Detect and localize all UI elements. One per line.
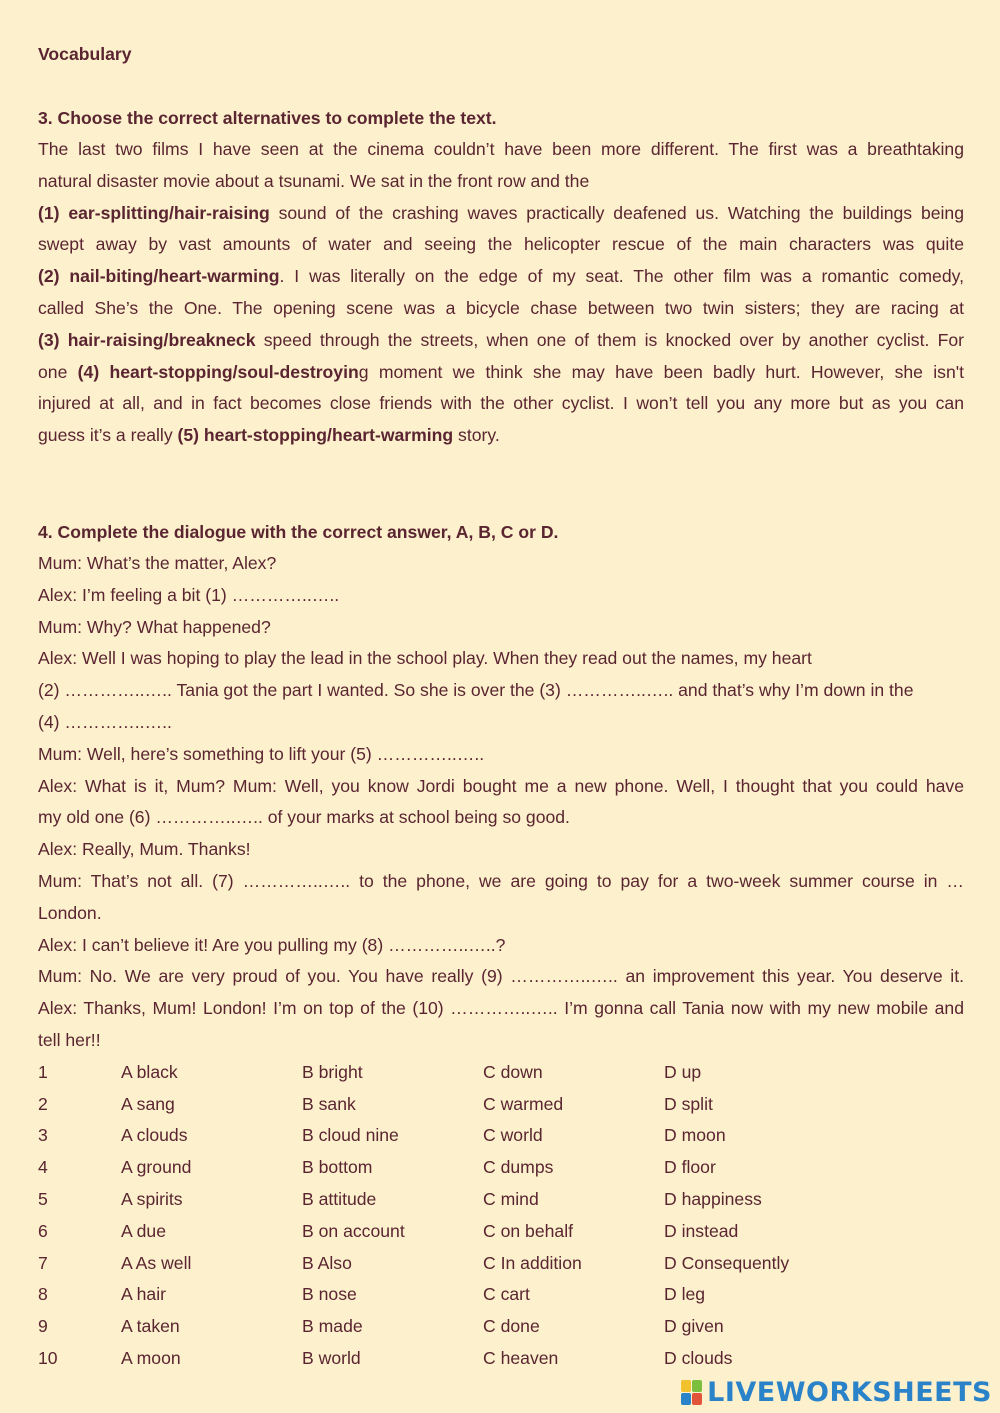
exercise-4-heading: 4. Complete the dialogue with the correct answer, A, B, C or D. — [38, 521, 559, 542]
options-row — [38, 1120, 964, 1152]
options-row — [38, 1089, 964, 1121]
option-b: B on account — [302, 1220, 405, 1241]
dialogue-line: Mum: What’s the matter, Alex? — [38, 552, 277, 573]
alternative-3: (3) hair-raising/breakneck — [38, 329, 256, 350]
ex3-line: called She’s the One. The opening scene was a bicycle chase between two twin sisters; they are racing at — [38, 297, 964, 318]
option-b: B attitude — [302, 1188, 377, 1209]
dialogue-line: (4) …………..….. — [38, 711, 172, 732]
dialogue-line: Mum: That’s not all. (7) …………..….. to the phone, we are going to pay for a two-week summer course in … — [38, 870, 964, 891]
dialogue-line: Alex: Thanks, Mum! London! I’m on top of the (10) …………..….. I’m gonna call Tania now with my new mobile and — [38, 998, 964, 1019]
option-d: D up — [664, 1061, 702, 1082]
option-a: A ground — [121, 1157, 192, 1178]
option-a: A hair — [121, 1284, 166, 1305]
liveworksheets-logo[interactable] — [681, 1376, 992, 1410]
question-number: 9 — [38, 1316, 48, 1337]
ex3-line: The last two films I have seen at the cinema couldn’t have been more different. The first was a breathtaking — [38, 139, 964, 159]
exercise-3-heading: 3. Choose the correct alternatives to complete the text. — [38, 108, 497, 128]
question-number: 5 — [38, 1188, 48, 1209]
ex3-line — [38, 261, 964, 293]
logo-text: LIVEWORKSHEETS — [707, 1377, 992, 1408]
option-b: B bottom — [302, 1157, 373, 1178]
options-row — [38, 1279, 964, 1311]
ex3-text: g moment we think she may have been badly hurt. However, she isn't — [358, 361, 964, 382]
option-d: D split — [664, 1093, 713, 1114]
dialogue-line: Mum: Why? What happened? — [38, 616, 271, 637]
ex3-line — [38, 357, 964, 389]
ex3-text: story. — [453, 425, 500, 446]
option-d: D instead — [664, 1220, 739, 1241]
option-d: D floor — [664, 1157, 716, 1178]
options-row — [38, 1216, 964, 1248]
dialogue-line: (2) …………..….. Tania got the part I wanted. So she is over the (3) …………..….. and that’s why I’m down in the — [38, 680, 914, 701]
ex3-text: guess it’s a really — [38, 425, 178, 446]
options-row — [38, 1248, 964, 1280]
option-d: D leg — [664, 1284, 706, 1305]
dialogue-line: Mum: No. We are very proud of you. You have really (9) …………..….. an improvement this year. You deserve it. — [38, 966, 964, 987]
options-row — [38, 1057, 964, 1089]
alternative-2: (2) nail-biting/heart-warming — [38, 266, 280, 287]
dialogue-line: Mum: Well, here’s something to lift your (5) …………..….. — [38, 743, 485, 764]
option-c: C on behalf — [483, 1220, 573, 1241]
question-number: 8 — [38, 1284, 48, 1305]
dialogue-line: Alex: Really, Mum. Thanks! — [38, 839, 251, 860]
ex3-text: sound of the crashing waves practically deafened us. Watching the buildings being — [269, 202, 964, 223]
option-c: C mind — [483, 1188, 539, 1209]
option-d: D clouds — [664, 1347, 733, 1368]
ex3-text: . I was literally on the edge of my seat. The other film was a romantic comedy, — [279, 266, 965, 287]
option-a: A sang — [121, 1093, 175, 1114]
option-c: C In addition — [483, 1252, 582, 1273]
ex3-line — [38, 198, 964, 230]
option-b: B cloud nine — [302, 1125, 399, 1146]
alternative-5: (5) heart-stopping/heart-warming — [177, 425, 454, 446]
option-c: C warmed — [483, 1093, 564, 1114]
option-a: A black — [121, 1061, 178, 1082]
question-number: 6 — [38, 1220, 48, 1241]
logo-mark-icon — [681, 1380, 703, 1406]
option-b: B bright — [302, 1061, 363, 1082]
question-number: 4 — [38, 1157, 48, 1178]
options-row — [38, 1343, 964, 1375]
option-c: C cart — [483, 1284, 530, 1305]
section-title: Vocabulary — [38, 44, 132, 64]
option-c: C world — [483, 1125, 543, 1146]
dialogue-line: my old one (6) …………..….. of your marks at school being so good. — [38, 807, 570, 828]
ex3-text: speed through the streets, when one of them is knocked over by another cyclist. For — [255, 329, 964, 350]
dialogue-line: Alex: Well I was hoping to play the lead in the school play. When they read out the names, my heart — [38, 648, 812, 669]
option-a: A clouds — [121, 1125, 188, 1146]
option-b: B made — [302, 1316, 363, 1337]
option-b: B sank — [302, 1093, 356, 1114]
option-c: C heaven — [483, 1347, 559, 1368]
ex3-line — [38, 325, 964, 357]
option-c: C down — [483, 1061, 543, 1082]
option-d: D given — [664, 1316, 724, 1337]
exercise-3 — [38, 102, 964, 452]
exercise-4 — [38, 516, 964, 1375]
ex3-line: injured at all, and in fact becomes close friends with the other cyclist. I won’t tell you any more but as you can — [38, 393, 964, 414]
ex3-text: one — [38, 361, 78, 382]
dialogue-line: tell her!! — [38, 1029, 101, 1050]
question-number: 1 — [38, 1061, 48, 1082]
option-c: C dumps — [483, 1157, 554, 1178]
option-a: A moon — [121, 1347, 181, 1368]
question-number: 3 — [38, 1125, 48, 1146]
question-number: 2 — [38, 1093, 48, 1114]
ex3-line — [38, 420, 964, 452]
option-a: A As well — [121, 1252, 192, 1273]
question-number: 7 — [38, 1252, 48, 1273]
option-a: A due — [121, 1220, 167, 1241]
options-row — [38, 1152, 964, 1184]
dialogue-line: Alex: I’m feeling a bit (1) …………..….. — [38, 584, 340, 605]
option-d: D happiness — [664, 1188, 762, 1209]
options-table — [38, 1057, 964, 1375]
option-b: B world — [302, 1347, 361, 1368]
option-d: D moon — [664, 1125, 726, 1146]
dialogue-line: Alex: What is it, Mum? Mum: Well, you know Jordi bought me a new phone. Well, I thought that you could have — [38, 775, 964, 796]
option-d: D Consequently — [664, 1252, 790, 1273]
option-b: B Also — [302, 1252, 352, 1273]
question-number: 10 — [38, 1347, 58, 1368]
option-a: A spirits — [121, 1188, 183, 1209]
option-c: C done — [483, 1316, 540, 1337]
dialogue — [38, 548, 964, 1057]
option-a: A taken — [121, 1316, 180, 1337]
ex3-line: swept away by vast amounts of water and seeing the helicopter rescue of the main characters was quite — [38, 234, 964, 255]
options-row — [38, 1311, 964, 1343]
dialogue-line: Alex: I can’t believe it! Are you pulling my (8) …………..…..? — [38, 934, 506, 955]
ex3-line: natural disaster movie about a tsunami. We sat in the front row and the — [38, 170, 590, 191]
alternative-4: (4) heart-stopping/soul-destroyin — [77, 361, 359, 382]
option-b: B nose — [302, 1284, 357, 1305]
options-row — [38, 1184, 964, 1216]
dialogue-line: London. — [38, 902, 102, 923]
worksheet-page — [38, 38, 964, 1375]
alternative-1: (1) ear-splitting/hair-raising — [38, 202, 270, 223]
